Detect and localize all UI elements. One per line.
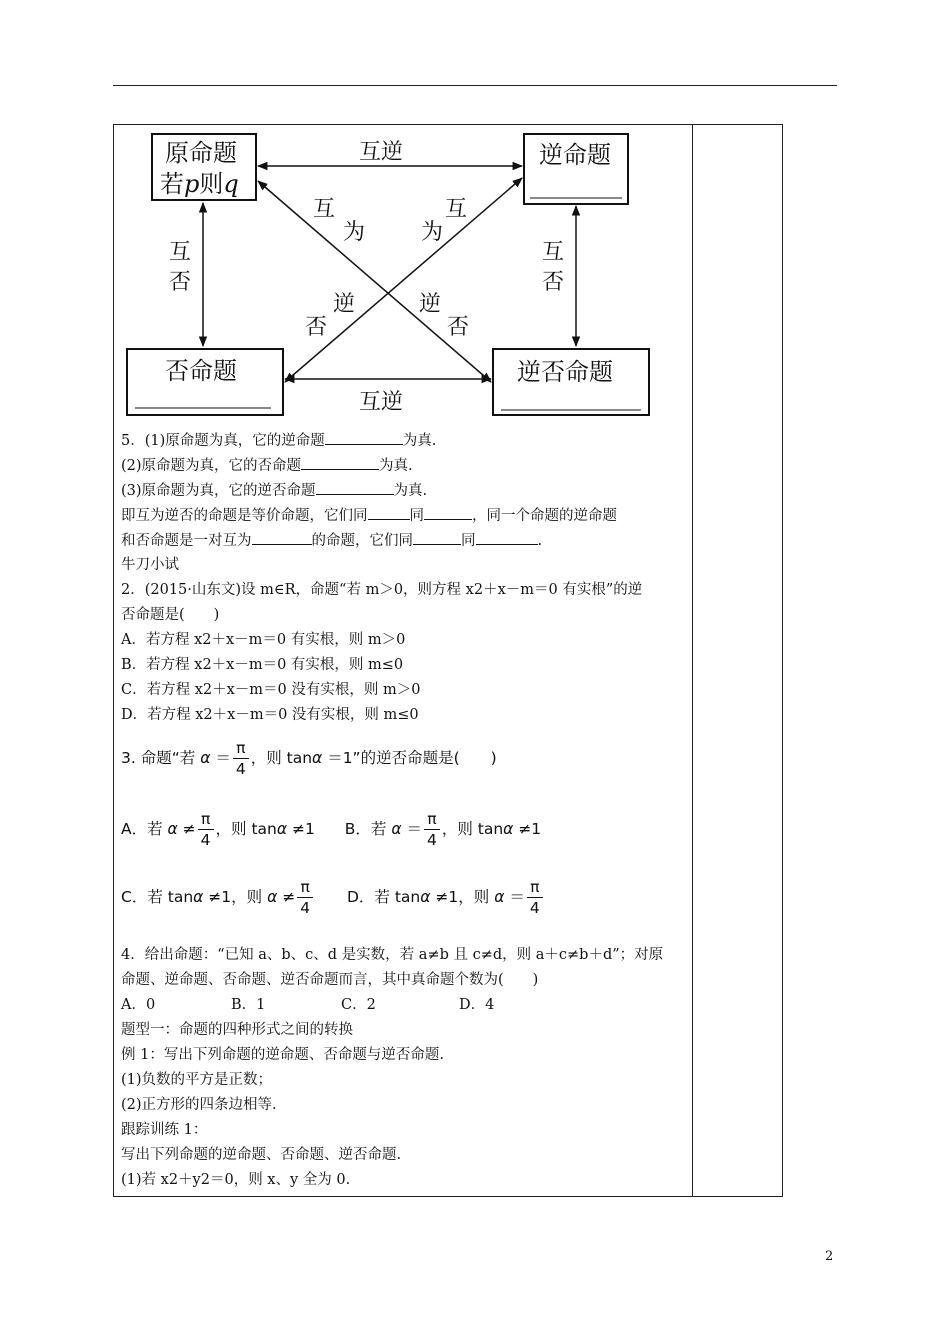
bottom-relation-label: 互逆 — [359, 390, 404, 415]
right-relation-hu: 互 — [542, 240, 565, 265]
diag-left-wei: 为 — [343, 220, 366, 245]
q4-option-d: D．4 — [459, 997, 495, 1013]
table-column-divider — [692, 124, 693, 1197]
diag-right-wei: 为 — [421, 220, 444, 245]
q4-option-a: A．0 — [121, 997, 156, 1013]
type1-title: 题型一：命题的四种形式之间的转换 — [121, 1022, 353, 1038]
pi-over-4: $\frac{\pi}{4}$ — [233, 738, 249, 779]
example1: 例 1：写出下列命题的逆命题、否命题与逆否命题. — [121, 1047, 444, 1063]
q5-line2: (2)原命题为真，它的否命题 为真. — [121, 455, 413, 476]
original-label: 原命题 — [165, 139, 237, 167]
q4-line1: 4．给出命题：“已知 a、b、c、d 是实数，若 a≠b 且 c≠d，则 a＋c≠b＋d”；对原 — [121, 947, 664, 963]
page-number: 2 — [825, 1249, 834, 1264]
track-training-question: 写出下列命题的逆命题、否命题、逆否命题. — [121, 1147, 402, 1163]
diag-right-ni: 逆 — [419, 292, 442, 317]
q5-line3: (3)原命题为真，它的逆否命题 为真. — [121, 480, 427, 501]
diag-right-fou: 否 — [447, 315, 470, 340]
diag-left-fou: 否 — [305, 315, 328, 340]
inverse-label: 否命题 — [165, 357, 237, 385]
diag-left-hu: 互 — [313, 197, 336, 222]
q4-options — [121, 995, 494, 1015]
converse-label: 逆命题 — [539, 141, 611, 169]
q2-option-d: D．若方程 x2＋x－m＝0 没有实根，则 m≤0 — [121, 707, 419, 723]
q3-stem: 3. 命题“若 α ＝ $\frac{\pi}{4}$ ，则 tanα ＝1”的逆否命题是( ) — [121, 739, 497, 778]
example1-item1: (1)负数的平方是正数； — [121, 1072, 273, 1088]
header-rule — [113, 85, 837, 86]
diag-right-hu: 互 — [445, 197, 468, 222]
top-relation-label: 互逆 — [359, 140, 404, 165]
q2-line1: 2．(2015·山东文)设 m∈R，命题“若 m＞0，则方程 x2＋x－m＝0 有实根”的逆 — [121, 582, 643, 598]
q4-option-c: C．2 — [341, 997, 376, 1013]
four-propositions-diagram — [115, 126, 685, 426]
right-relation-fou: 否 — [542, 270, 565, 295]
section-trial: 牛刀小试 — [121, 557, 179, 573]
q5-line1: 5．(1)原命题为真，它的逆命题 为真. — [121, 430, 436, 451]
q2-option-a: A．若方程 x2＋x－m＝0 有实根，则 m＞0 — [121, 632, 406, 648]
q3-option-c: C．若 tanα ≠1，则 α ≠ $\frac{\pi}{4}$ — [121, 888, 315, 906]
track-training-item1: (1)若 x2＋y2＝0，则 x、y 全为 0. — [121, 1172, 351, 1188]
left-relation-hu: 互 — [169, 240, 192, 265]
diag-left-ni: 逆 — [333, 292, 356, 317]
original-condition: 若p则q — [160, 170, 239, 198]
q5-line4: 即互为逆否的命题是等价命题，它们同 同 ，同一个命题的逆命题 — [121, 505, 617, 526]
q5-line5: 和否命题是一对互为 的命题，它们同 同 . — [121, 530, 542, 551]
q3-option-d: D．若 tanα ≠1，则 α ＝ $\frac{\pi}{4}$ — [347, 888, 545, 906]
contrapositive-label: 逆否命题 — [517, 358, 613, 386]
track-training-title: 跟踪训练 1： — [121, 1122, 208, 1138]
q4-line2: 命题、逆命题、否命题、逆否命题而言，其中真命题个数为( ) — [121, 972, 539, 988]
q2-option-c: C．若方程 x2＋x－m＝0 没有实根，则 m＞0 — [121, 682, 421, 698]
q3-option-b: B．若 α ＝ $\frac{\pi}{4}$ ，则 tanα ≠1 — [344, 810, 542, 849]
q2-option-b: B．若方程 x2＋x－m＝0 有实根，则 m≤0 — [121, 657, 404, 673]
q3-option-a: A．若 α ≠ $\frac{\pi}{4}$ ，则 tanα ≠1 — [121, 810, 315, 849]
left-relation-fou: 否 — [169, 270, 192, 295]
q4-option-b: B．1 — [231, 997, 266, 1013]
q3-options-ab — [121, 809, 541, 850]
q3-options-cd — [121, 877, 545, 918]
q2-line2: 否命题是( ) — [121, 607, 220, 623]
example1-item2: (2)正方形的四条边相等. — [121, 1097, 277, 1113]
